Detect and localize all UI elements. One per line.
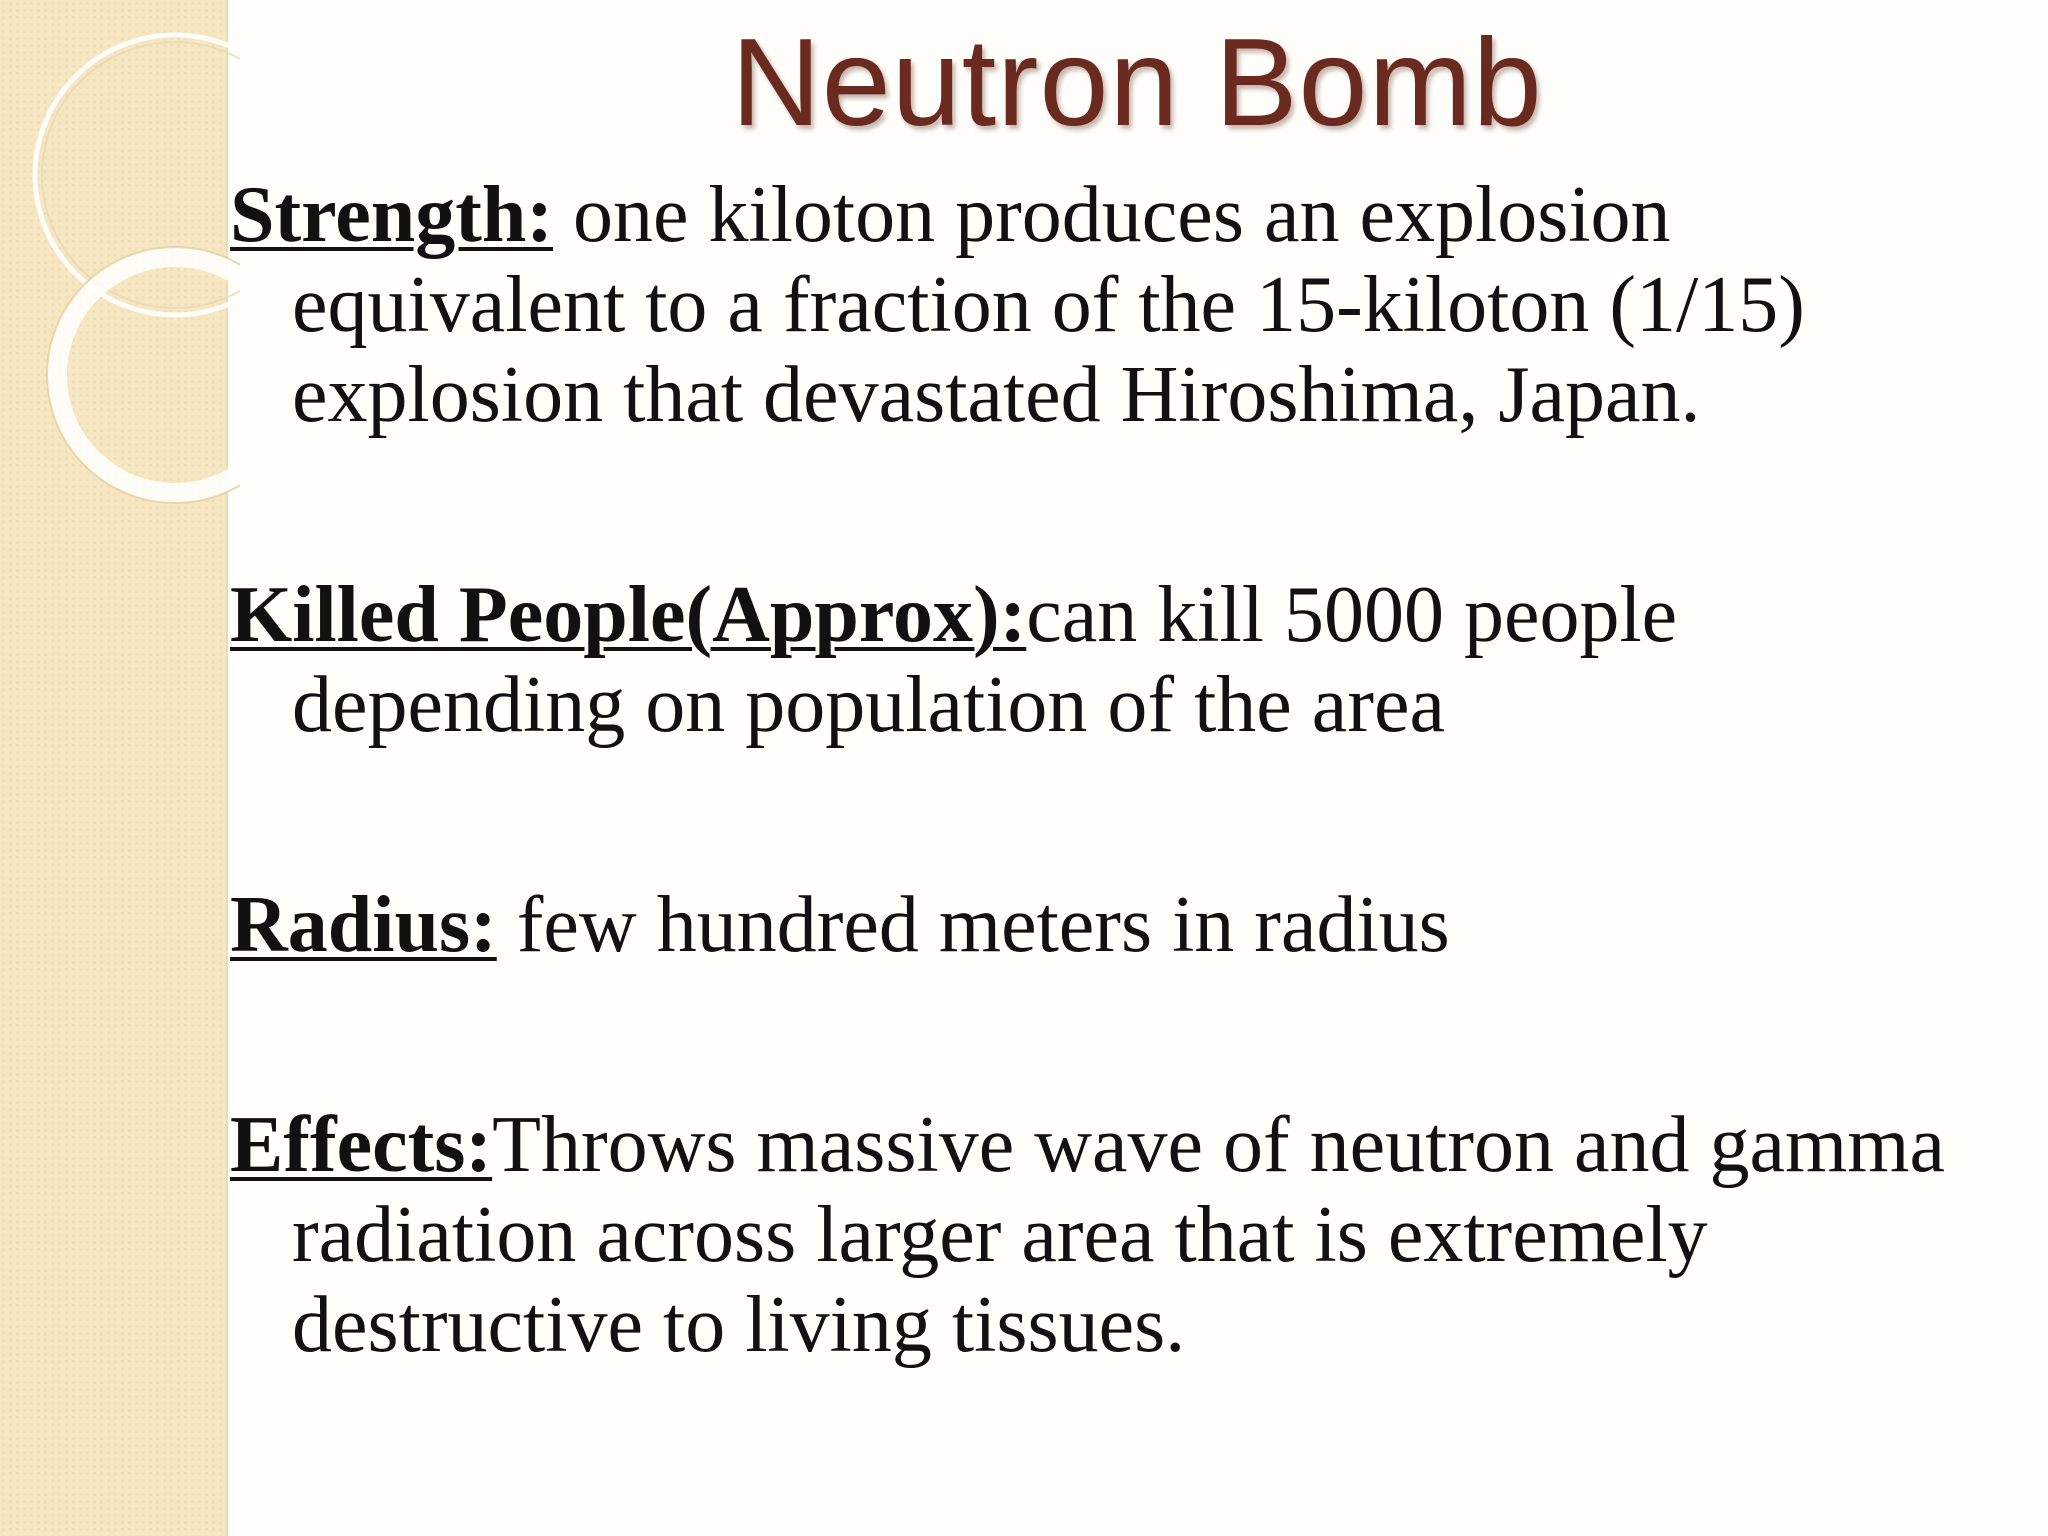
bullet-text: one kiloton produces an explosion equivalent to a fraction of the 15-kiloton (1/15) explosion that devastated Hiroshima, Japan. bbox=[292, 171, 1805, 439]
bullet-label: Killed People(Approx): bbox=[230, 571, 1027, 659]
bullet-text: Throws massive wave of neutron and gamma radiation across larger area that is extremely destructive to living tissues. bbox=[292, 1101, 1946, 1369]
bullet-label: Strength: bbox=[230, 171, 553, 259]
bullet-effects bbox=[230, 1100, 2010, 1370]
bullet-text: can kill 5000 people depending on population of the area bbox=[292, 571, 1678, 749]
slide-title: Neutron Bomb bbox=[731, 14, 1543, 152]
small-ring-edge bbox=[47, 247, 240, 503]
decorative-rings bbox=[0, 0, 240, 520]
bullet-killed-people bbox=[230, 570, 2010, 750]
bullet-label: Effects: bbox=[230, 1101, 493, 1189]
bullet-text: few hundred meters in radius bbox=[496, 881, 1450, 969]
bullet-strength bbox=[230, 170, 2010, 440]
bullet-label: Radius: bbox=[230, 881, 497, 969]
bullet-radius bbox=[230, 880, 2010, 970]
slide-body bbox=[230, 170, 2010, 1370]
small-ring bbox=[57, 257, 240, 493]
